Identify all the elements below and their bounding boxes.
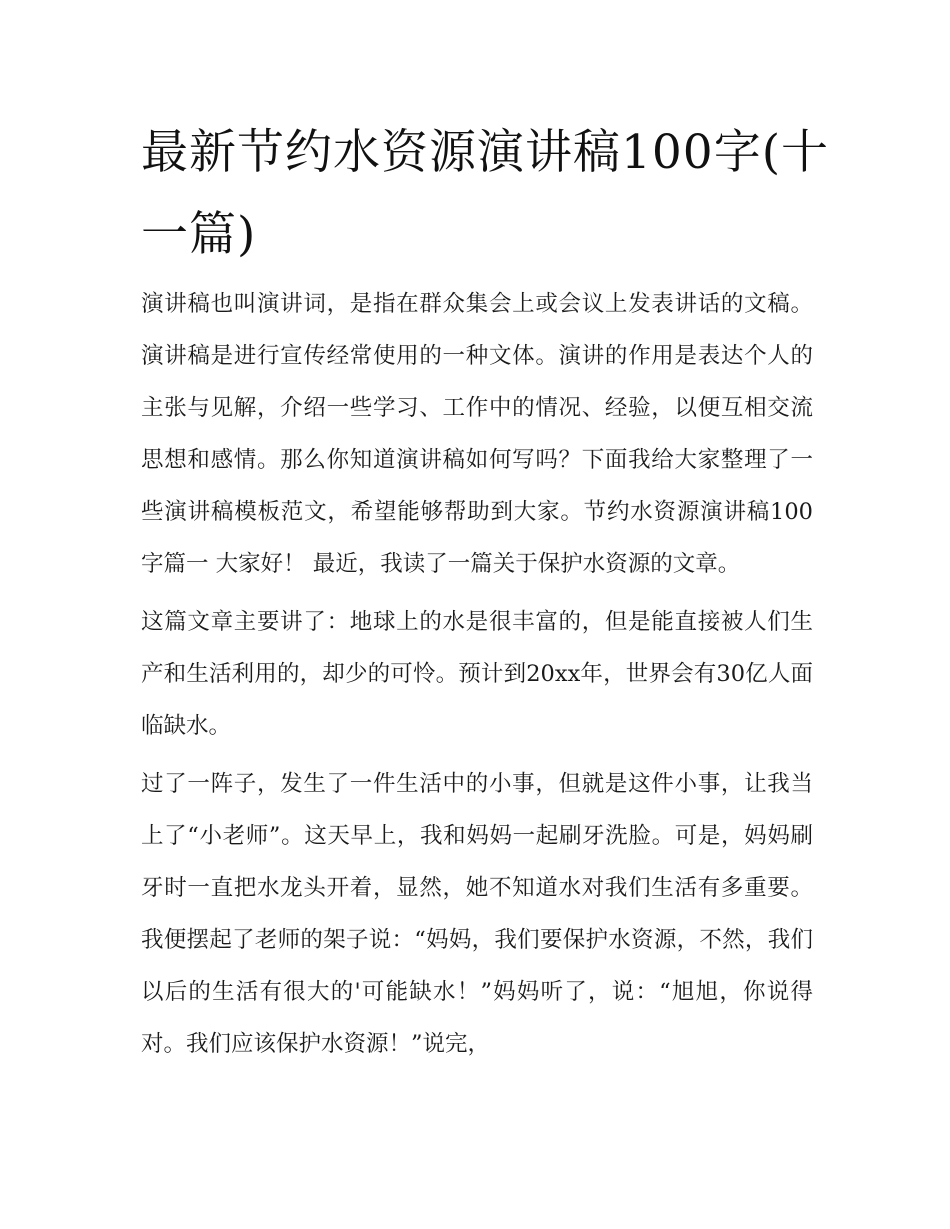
- paragraph-story: 过了一阵子，发生了一件生活中的小事，但就是这件小事，让我当上了“小老师”。这天早上，我和妈妈一起刷牙洗脸。可是，妈妈刷牙时一直把水龙头开着，显然，她不知道水对我们生活有多重要。我便摆起了老师的架子说：“妈妈，我们要保护水资源，不然，我们以后的生活有很大的'可能缺水！”妈妈听了，说：“旭旭，你说得对。我们应该保护水资源！”说完，: [141, 771, 813, 1057]
- paragraph-intro: 演讲稿也叫演讲词，是指在群众集会上或会议上发表讲话的文稿。演讲稿是进行宣传经常使用的一种文体。演讲的作用是表达个人的主张与见解，介绍一些学习、工作中的情况、经验，以便互相交流思想和感情。那么你知道演讲稿如何写吗？下面我给大家整理了一些演讲稿模板范文，希望能够帮助到大家。节约水资源演讲稿100字篇一 大家好！ 最近，我读了一篇关于保护水资源的文章。: [141, 291, 813, 577]
- document-body: [141, 278, 813, 1076]
- document-title: 最新节约水资源演讲稿100字(十一篇): [141, 125, 830, 262]
- paragraph-article-summary: 这篇文章主要讲了：地球上的水是很丰富的，但是能直接被人们生产和生活利用的，却少的可怜。预计到20xx年，世界会有30亿人面临缺水。: [141, 609, 813, 739]
